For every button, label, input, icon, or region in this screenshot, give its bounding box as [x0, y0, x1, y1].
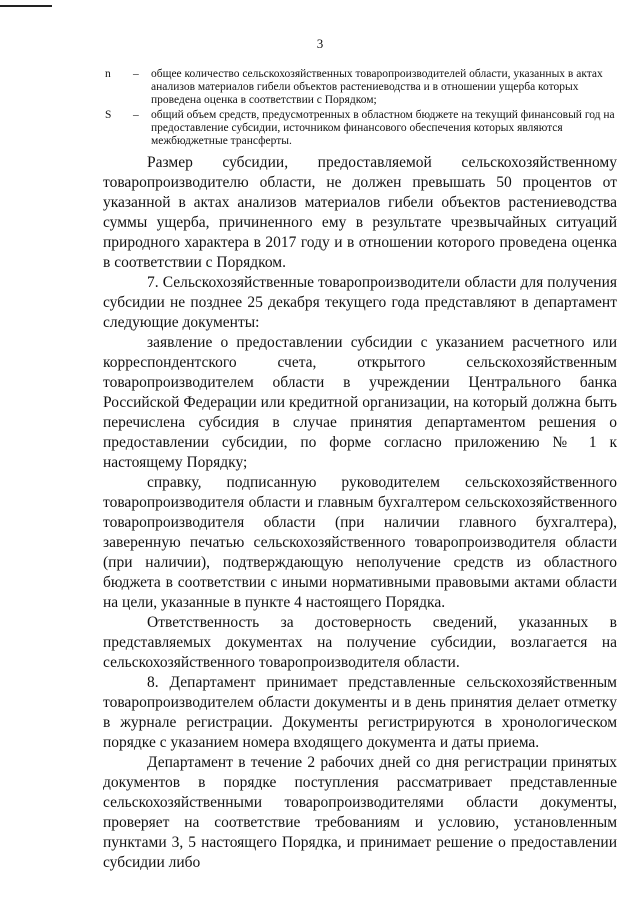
paragraph-application: заявление о предоставлении субсидии с указанием расчетного или корреспондентского счета, открытого сельскохозяйственным товаропроизводителем области в учреждении Центрального банка Российской Федерации или кредитной организации, на который должна быть перечислена субсидия в случае принятия департаментом решения о предоставлении субсидии, по форме согласно приложению № 1 к настоящему Порядку;	[103, 334, 617, 471]
corner-mark	[0, 5, 52, 7]
paragraph-review: Департамент в течение 2 рабочих дней со дня регистрации принятых документов в порядке поступления рассматривает представленные сельскохозяйственными товаропроизводителями области документы, проверяет на соответствие требованиям и условию, установленным пунктами 3, 5 настоящего Порядка, и принимает решение о предоставлении субсидии либо	[103, 754, 617, 871]
definition-symbol: n	[105, 68, 111, 80]
definition-dash: –	[133, 109, 139, 121]
definition-text: общий объем средств, предусмотренных в областном бюджете на текущий финансовый год на предоставление субсидии, источником финансового обеспечения которых являются межбюджетные трансферты.	[151, 109, 615, 147]
page-number: 3	[316, 36, 324, 51]
definition-n	[105, 68, 617, 107]
paragraph-subsidy-size: Размер субсидии, предоставляемой сельскохозяйственному товаропроизводителю области, не должен превышать 50 процентов от указанной в актах анализов материалов гибели объектов растениеводства суммы ущерба, причиненного ему в результате чрезвычайных ситуаций природного характера в 2017 году и в отношении которого проведена оценка в соответствии с Порядком.	[103, 154, 617, 271]
definition-text: общее количество сельскохозяйственных товаропроизводителей области, указанных в актах анализов материалов гибели объектов растениеводства и в отношении ущерба которых проведена оценка в соответствии с Порядком;	[151, 68, 603, 106]
definition-symbol: S	[105, 109, 112, 121]
definition-s	[105, 109, 617, 148]
definitions-list	[105, 68, 617, 150]
paragraph-responsibility: Ответственность за достоверность сведений, указанных в представляемых документах на получение субсидии, возлагается на сельскохозяйственного товаропроизводителя области.	[103, 614, 617, 671]
paragraph-item-7: 7. Сельскохозяйственные товаропроизводители области для получения субсидии не позднее 25 декабря текущего года представляют в департамент следующие документы:	[103, 274, 617, 331]
document-body	[103, 153, 617, 873]
paragraph-certificate: справку, подписанную руководителем сельскохозяйственного товаропроизводителя области и главным бухгалтером сельскохозяйственного товаропроизводителя области (при наличии главного бухгалтера), заверенную печатью сельскохозяйственного товаропроизводителя области (при наличии), подтверждающую неполучение средств из областного бюджета в соответствии с иными нормативными правовыми актами области на цели, указанные в пункте 4 настоящего Порядка.	[103, 474, 617, 611]
paragraph-item-8: 8. Департамент принимает представленные сельскохозяйственным товаропроизводителем области документы и в день принятия делает отметку в журнале регистрации. Документы регистрируются в хронологическом порядке с указанием номера входящего документа и даты приема.	[103, 674, 617, 751]
definition-dash: –	[133, 68, 139, 80]
